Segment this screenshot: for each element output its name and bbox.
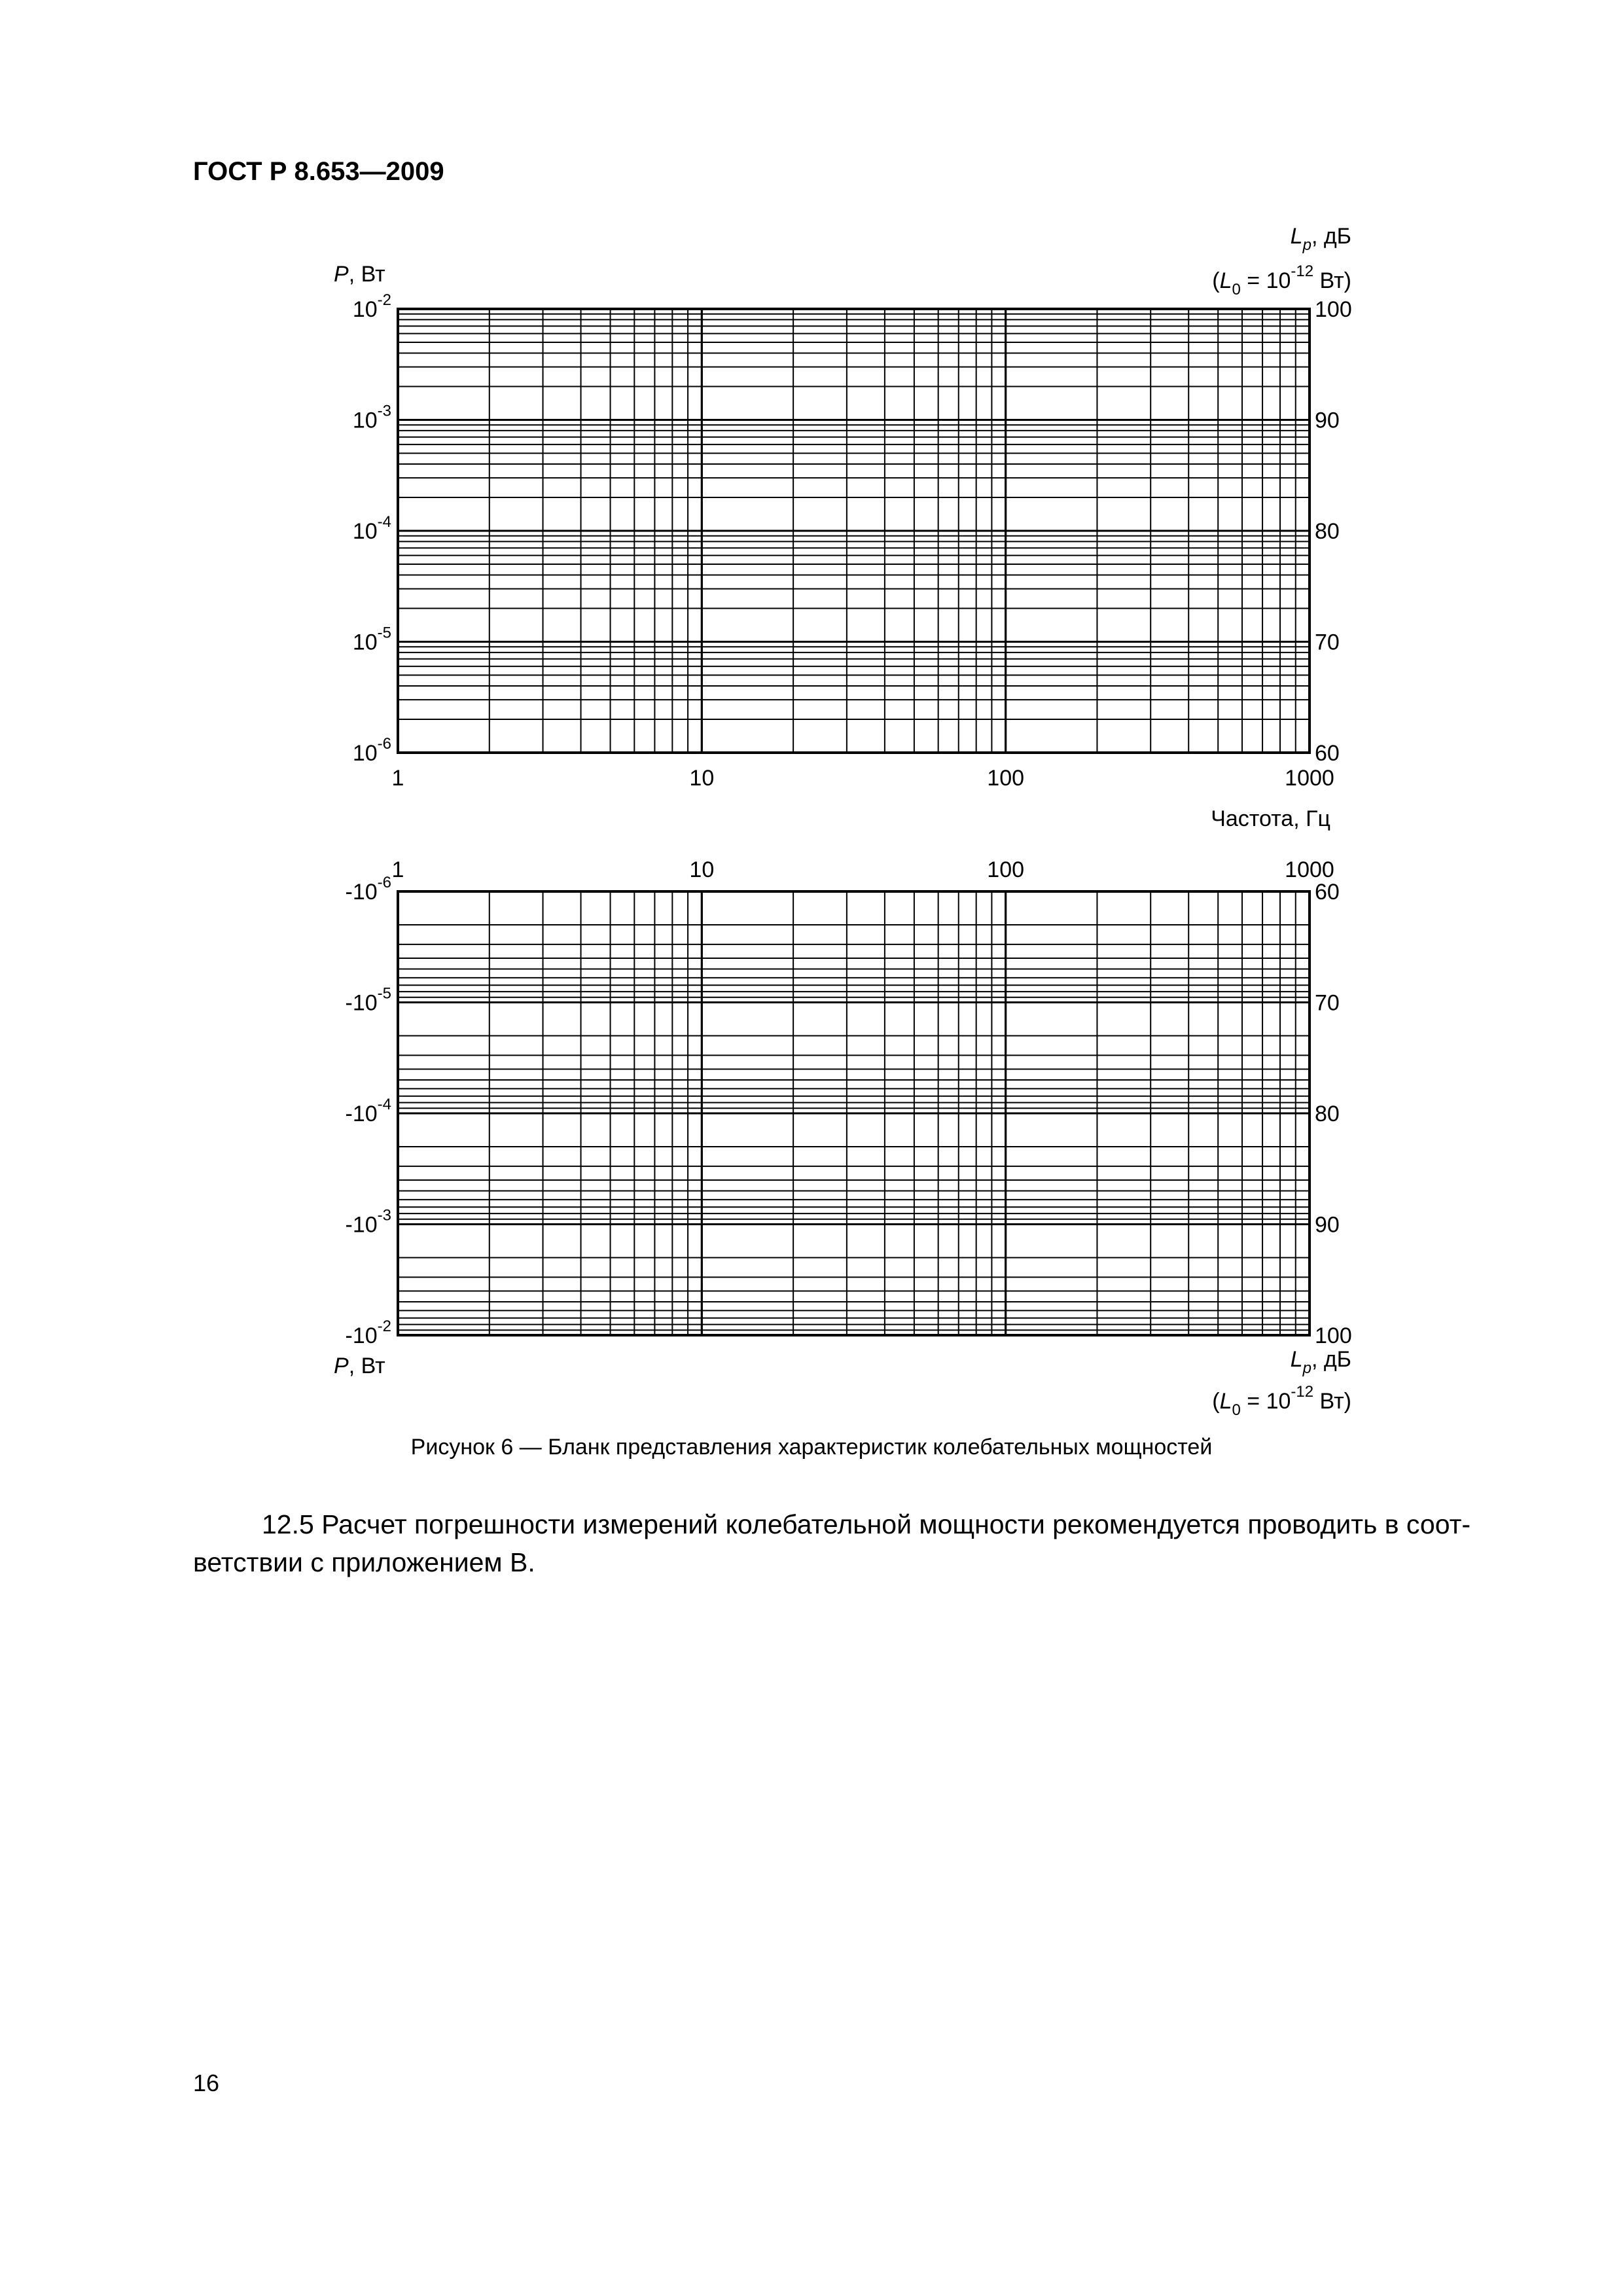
y-tick-label-left: $10^{-4}$ [352,513,391,544]
chart-2 [334,857,1352,1419]
x-tick-label: 1000 [1285,766,1334,791]
right-axis-reference: ($L_0 = 10^{-12}$ Вт) [1212,262,1351,298]
y-tick-label-right: 80 [1315,519,1340,544]
y-tick-label-left: $-10^{-3}$ [345,1206,391,1238]
y-tick-label-right: 60 [1315,741,1340,766]
paragraph-line-1: 12.5 Расчет погрешности измерений колебательной мощности рекомендуется проводить в соот- [262,1509,1471,1539]
x-tick-label: 10 [689,766,715,791]
y-tick-label-left: $-10^{-5}$ [345,984,391,1016]
right-axis-reference: ($L_0 = 10^{-12}$ Вт) [1212,1383,1351,1419]
figure-caption: Рисунок 6 — Бланк представления характеристик колебательных мощностей [410,1435,1213,1460]
y-tick-label-right: 70 [1315,990,1340,1016]
x-tick-label: 1 [391,766,404,791]
y-tick-label-left: $10^{-5}$ [352,624,391,655]
left-axis-title: P, Вт [334,1354,385,1378]
paragraph-line-2: ветствии с приложением В. [193,1547,535,1577]
y-tick-label-right: 90 [1315,408,1340,433]
document-header: ГОСТ Р 8.653—2009 [193,157,444,186]
x-tick-label: 1 [391,857,404,882]
left-axis-title: P, Вт [334,262,385,287]
page-number: 16 [193,2070,220,2096]
chart-1 [334,224,1352,831]
x-tick-label: 10 [689,857,715,882]
y-tick-label-right: 70 [1315,630,1340,655]
y-tick-label-left: $-10^{-6}$ [345,874,391,905]
paragraph-12-5 [193,1505,1495,1581]
right-axis-title: $L_p$, дБ [1290,1347,1351,1377]
y-tick-label-right: 100 [1315,297,1352,322]
y-tick-label-left: $-10^{-4}$ [345,1096,391,1126]
y-tick-label-left: $10^{-2}$ [352,291,391,322]
right-axis-title: $L_p$, дБ [1290,224,1351,254]
y-tick-label-left: $10^{-3}$ [352,402,391,433]
y-tick-label-right: 60 [1315,880,1340,905]
x-tick-label: 100 [987,857,1025,882]
x-tick-label: 1000 [1285,857,1334,882]
y-tick-label-right: 100 [1315,1323,1352,1348]
y-tick-label-left: $10^{-6}$ [352,735,391,766]
x-axis-title: Частота, Гц [1211,806,1330,831]
y-tick-label-left: $-10^{-2}$ [345,1318,391,1348]
y-tick-label-right: 90 [1315,1212,1340,1238]
y-tick-label-right: 80 [1315,1102,1340,1126]
x-tick-label: 100 [987,766,1025,791]
